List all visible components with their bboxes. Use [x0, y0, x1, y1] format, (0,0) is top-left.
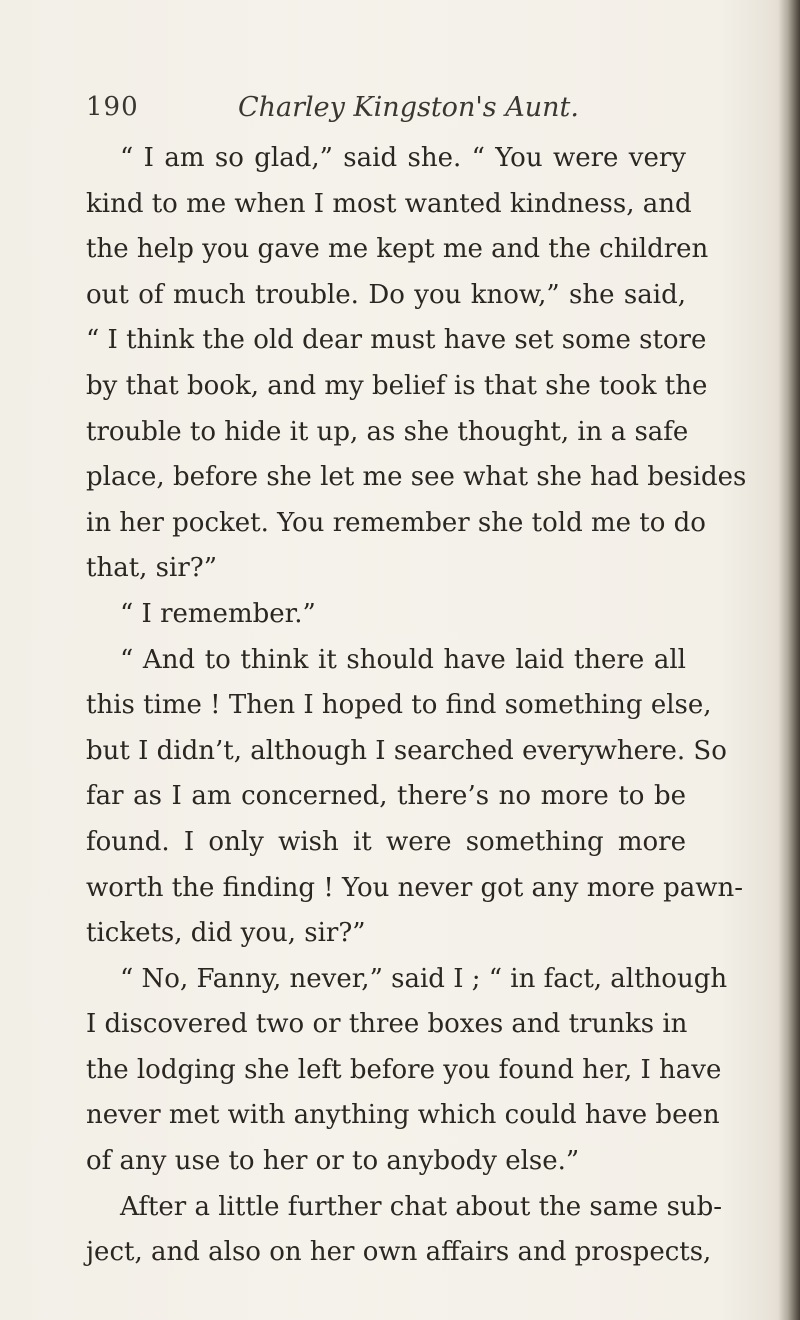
text-line: “ No, Fanny, never,” said I ; “ in fact, although [120, 963, 728, 994]
text-line: in her pocket. You remember she told me to do [86, 507, 706, 538]
text-line: I discovered two or three boxes and trunks in [86, 1009, 688, 1040]
page-number: 190 [86, 92, 139, 122]
page-edge-shadow [778, 0, 800, 1320]
text-line: never met with anything which could have been [86, 1100, 720, 1131]
running-title: Charley Kingston's Aunt. [238, 92, 579, 123]
text-line: “ I think the old dear must have set some store [86, 325, 707, 356]
text-line: far as I am concerned, there’s no more to be [86, 781, 686, 812]
text-line: the help you gave me kept me and the children [86, 234, 709, 265]
text-line: place, before she let me see what she had besides [86, 462, 747, 493]
text-line: this time ! Then I hoped to find something else, [86, 690, 712, 721]
text-line: trouble to hide it up, as she thought, in a safe [86, 416, 689, 447]
text-line: ject, and also on her own affairs and prospects, [86, 1237, 712, 1268]
text-line: “ I am so glad,” said she. “ You were very [120, 143, 686, 173]
text-line: out of much trouble. Do you know,” she said, [86, 279, 686, 310]
text-line: “ And to think it should have laid there all [120, 644, 686, 675]
text-line: but I didn’t, although I searched everywhere. So [86, 735, 727, 766]
text-line: After a little further chat about the same sub- [120, 1191, 723, 1222]
text-line: kind to me when I most wanted kindness, and [86, 188, 692, 219]
text-line: that, sir?” [86, 553, 217, 584]
body-text [86, 136, 747, 1276]
text-line: of any use to her or to anybody else.” [86, 1146, 580, 1177]
text-line: found. I only wish it were something more [86, 826, 686, 857]
running-head [86, 92, 726, 132]
text-line: by that book, and my belief is that she took the [86, 370, 708, 401]
text-line: worth the finding ! You never got any more pawn- [86, 872, 744, 903]
text-line: “ I remember.” [120, 598, 316, 629]
text-line: tickets, did you, sir?” [86, 918, 366, 949]
text-line: the lodging she left before you found her, I have [86, 1054, 722, 1085]
